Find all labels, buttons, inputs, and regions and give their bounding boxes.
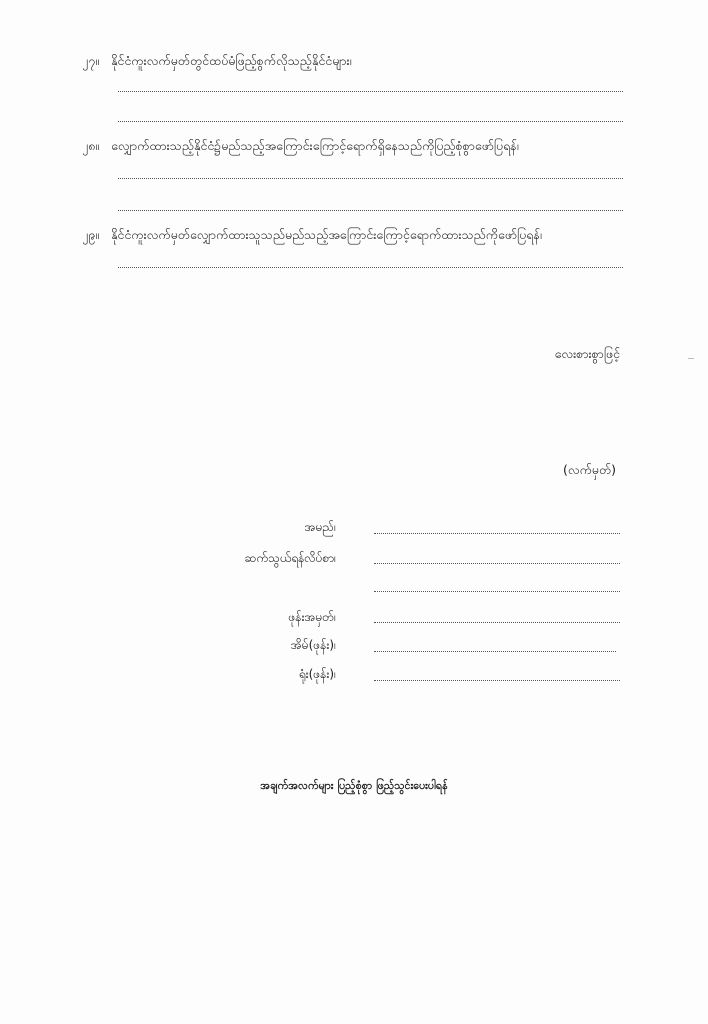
margin-mark xyxy=(688,358,694,359)
question-number: ၂၉။ xyxy=(82,227,99,242)
answer-line-27-1[interactable] xyxy=(118,91,623,92)
question-number: ၂၇။ xyxy=(82,53,99,68)
question-text: နိုင်ငံကူးလက်မှတ်တွင်ထပ်မံဖြည့်စွက်လိုသည့်နိုင်ငံများ၊ xyxy=(110,53,352,68)
question-number: ၂၈။ xyxy=(82,138,100,153)
field-label-name: အမည်၊ xyxy=(304,520,336,534)
question-28 xyxy=(82,137,519,155)
home-phone-field[interactable] xyxy=(374,651,616,652)
respect-closing: လေးစားစွာဖြင့် xyxy=(554,346,620,361)
name-field[interactable] xyxy=(374,533,620,534)
question-29 xyxy=(82,226,542,244)
answer-line-28-2[interactable] xyxy=(118,210,623,211)
address-field-line-2[interactable] xyxy=(374,591,620,592)
phone-field[interactable] xyxy=(374,622,620,623)
answer-line-27-2[interactable] xyxy=(118,121,623,122)
signature-label: (လက်မှတ်) xyxy=(562,462,616,477)
field-label-home-phone: အိမ်(ဖုန်း)၊ xyxy=(290,638,336,652)
question-text: လျှောက်ထားသည့်နိုင်ငံ၌မည်သည့်အကြောင်းကြောင့်ရောက်ရှိနေသည်ကိုပြည့်စုံစွာဖော်ပြရန်၊ xyxy=(111,138,519,153)
question-text: နိုင်ငံကူးလက်မှတ်လျှောက်ထားသူသည်မည်သည့်အကြောင်းကြောင့်ရောက်ထားသည်ကိုဖော်ပြရန်၊ xyxy=(110,227,542,242)
answer-line-29-1[interactable] xyxy=(118,267,623,268)
field-label-office-phone: ရုံး(ဖုန်း)၊ xyxy=(298,667,336,681)
office-phone-field[interactable] xyxy=(374,680,620,681)
answer-line-28-1[interactable] xyxy=(118,178,623,179)
field-label-address: ဆက်သွယ်ရန်လိပ်စာ၊ xyxy=(244,551,336,565)
address-field-line-1[interactable] xyxy=(374,563,620,564)
question-27 xyxy=(82,52,352,70)
footer-note: အချက်အလက်များ ပြည့်စုံစွာ ဖြည့်သွင်းပေးပါရန် xyxy=(260,780,448,792)
field-label-phone: ဖုန်းအမှတ်၊ xyxy=(288,610,336,624)
